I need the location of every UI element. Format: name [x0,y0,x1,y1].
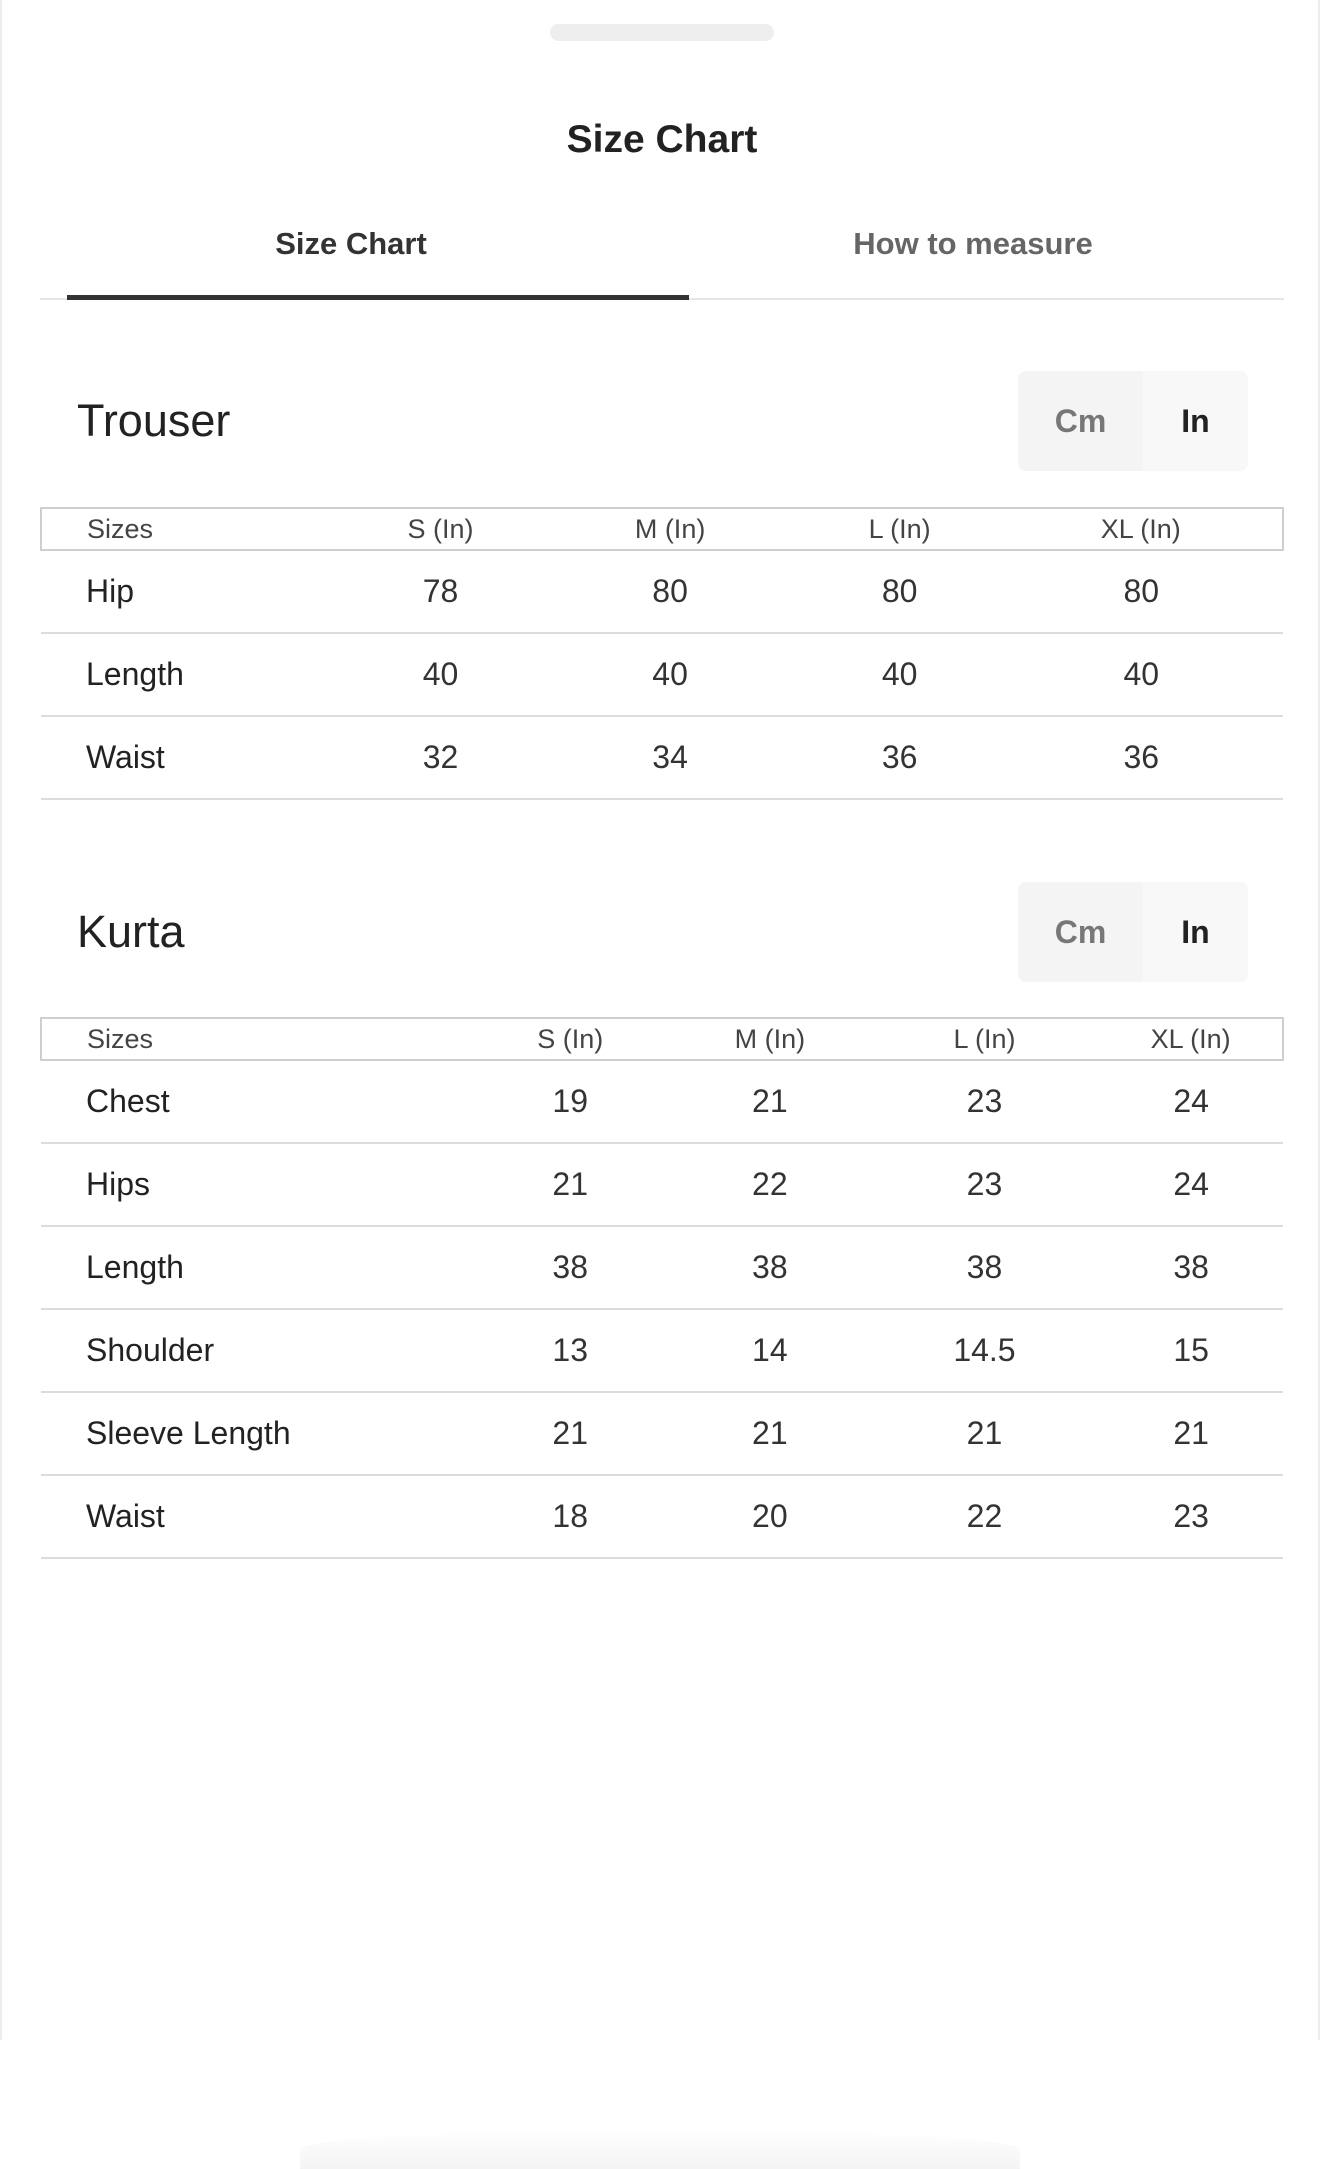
kurta-title: Kurta [77,906,185,957]
measurement-label: Length [41,633,341,716]
table-cell: 80 [540,550,800,633]
column-header: M (In) [540,508,800,550]
table-cell: 18 [470,1475,670,1558]
table-cell: 36 [1000,716,1284,799]
trouser-section-header [2,371,1320,471]
table-cell: 36 [800,716,1000,799]
measurement-label: Hips [41,1143,470,1226]
kurta-unit-cm-button[interactable]: Cm [1054,914,1107,950]
tab-bar [40,210,1284,300]
table-row [41,550,1283,633]
table-cell: 38 [470,1226,670,1309]
active-tab-indicator [67,295,689,300]
column-header: XL (In) [1000,508,1284,550]
table-cell: 78 [341,550,541,633]
table-cell: 14.5 [870,1309,1100,1392]
column-header: M (In) [670,1018,870,1060]
table-cell: 13 [470,1309,670,1392]
table-cell: 21 [470,1143,670,1226]
column-header: S (In) [470,1018,670,1060]
table-row [41,1392,1283,1475]
table-cell: 32 [341,716,541,799]
table-cell: 20 [670,1475,870,1558]
column-header: L (In) [800,508,1000,550]
measurement-label: Waist [41,716,341,799]
trouser-title: Trouser [77,395,231,446]
table-cell: 14 [670,1309,870,1392]
table-cell: 40 [341,633,541,716]
table-cell: 40 [800,633,1000,716]
bottom-shadow [300,2130,1020,2169]
table-row [41,1475,1283,1558]
table-cell: 21 [870,1392,1100,1475]
table-cell: 34 [540,716,800,799]
trouser-unit-toggle [1018,371,1248,471]
table-row [41,1309,1283,1392]
table-cell: 40 [540,633,800,716]
table-cell: 22 [870,1475,1100,1558]
table-cell: 24 [1099,1143,1283,1226]
table-cell: 15 [1099,1309,1283,1392]
table-cell: 22 [670,1143,870,1226]
table-cell: 21 [470,1392,670,1475]
table-cell: 23 [870,1143,1100,1226]
table-header-row [41,508,1283,550]
table-row [41,716,1283,799]
table-cell: 38 [1099,1226,1283,1309]
table-row [41,1060,1283,1143]
column-header: S (In) [341,508,541,550]
kurta-section-header [2,882,1320,982]
table-cell: 21 [670,1392,870,1475]
kurta-size-table [40,1017,1284,1559]
measurement-label: Shoulder [41,1309,470,1392]
sheet-drag-handle[interactable] [550,24,774,41]
kurta-unit-toggle [1018,882,1248,982]
measurement-label: Length [41,1226,470,1309]
measurement-label: Chest [41,1060,470,1143]
tab-size-chart[interactable]: Size Chart [275,226,427,261]
column-header: L (In) [870,1018,1100,1060]
table-cell: 21 [670,1060,870,1143]
table-row [41,1226,1283,1309]
trouser-unit-cm-button[interactable]: Cm [1054,403,1107,439]
tab-how-to-measure[interactable]: How to measure [853,226,1093,261]
trouser-size-table [40,507,1284,800]
table-cell: 40 [1000,633,1284,716]
measurement-label: Waist [41,1475,470,1558]
kurta-unit-in-button[interactable]: In [1143,882,1248,982]
table-cell: 24 [1099,1060,1283,1143]
column-header: Sizes [41,1018,470,1060]
table-cell: 38 [870,1226,1100,1309]
trouser-unit-in-button[interactable]: In [1143,371,1248,471]
column-header: XL (In) [1099,1018,1283,1060]
measurement-label: Sleeve Length [41,1392,470,1475]
column-header: Sizes [41,508,341,550]
table-cell: 21 [1099,1392,1283,1475]
measurement-label: Hip [41,550,341,633]
table-cell: 80 [1000,550,1284,633]
table-cell: 80 [800,550,1000,633]
table-cell: 38 [670,1226,870,1309]
table-header-row [41,1018,1283,1060]
table-row [41,1143,1283,1226]
table-row [41,633,1283,716]
table-cell: 23 [870,1060,1100,1143]
sheet-title: Size Chart [566,118,758,161]
table-cell: 19 [470,1060,670,1143]
table-cell: 23 [1099,1475,1283,1558]
